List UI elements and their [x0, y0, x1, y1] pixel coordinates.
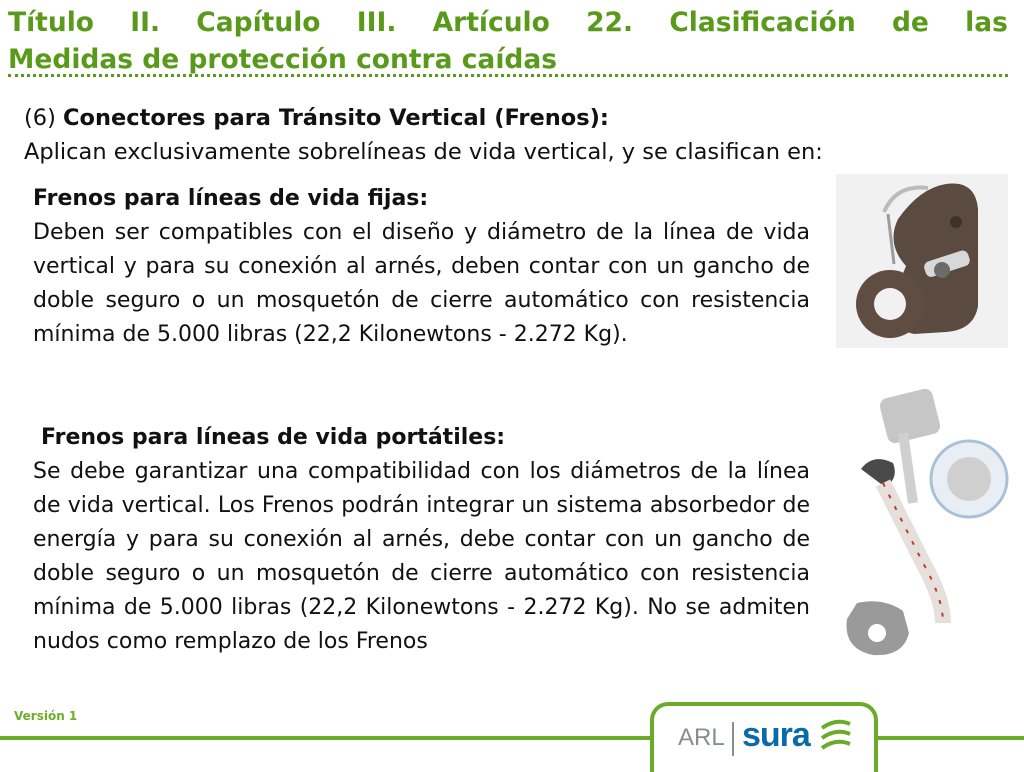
fixed-rope-grab-photo	[836, 174, 1008, 348]
title-word: Artículo	[432, 7, 550, 38]
sura-logo	[650, 702, 878, 772]
intro-number: (6)	[24, 105, 56, 131]
intro-heading: Conectores para Tránsito Vertical (Frenos):	[63, 105, 609, 131]
logo-sura-text: sura	[742, 716, 810, 754]
version-label: Versión 1	[14, 709, 78, 723]
intro-text: Aplican exclusivamente sobrelíneas de vida vertical, y se clasifican en:	[24, 139, 823, 165]
intro-block	[24, 101, 984, 169]
sura-swoosh-icon	[820, 718, 852, 754]
section-fixed	[33, 182, 810, 352]
title-line-2: Medidas de protección contra caídas	[8, 44, 558, 75]
title-word: Título	[8, 7, 94, 38]
title-word: Clasificación	[669, 7, 856, 38]
title-word: Capítulo	[196, 7, 321, 38]
title-word: 22.	[586, 7, 634, 38]
portable-rope-grab-photo	[843, 383, 1013, 665]
title-word: las	[965, 7, 1008, 38]
logo-arl-text: ARL	[678, 724, 725, 751]
section-portable	[33, 421, 810, 659]
slide-title	[8, 4, 1008, 78]
section-heading: Frenos para líneas de vida portátiles:	[41, 425, 506, 450]
title-word: de	[891, 7, 929, 38]
section-paragraph: Se debe garantizar una compatibilidad con los diámetros de la línea de vida vertical. Los Frenos podrán integrar un sistema absorbedor de energía y para su conexión al arnés, debe contar con un gancho de doble seguro o un mosquetón de cierre automático con resistencia mínima de 5.000 libras (22,2 Kilonewtons - 2.272 Kg). No se admiten nudos como remplazo de los Frenos	[33, 459, 810, 654]
section-paragraph: Deben ser compatibles con el diseño y diámetro de la línea de vida vertical y para su conexión al arnés, deben contar con un gancho de doble seguro o un mosquetón de cierre automático con resistencia mínima de 5.000 libras (22,2 Kilonewtons - 2.272 Kg).	[33, 220, 810, 347]
section-heading: Frenos para líneas de vida fijas:	[33, 186, 429, 211]
title-word: II.	[130, 7, 161, 38]
logo-separator	[732, 722, 734, 756]
title-divider	[8, 74, 1008, 77]
title-line-1	[8, 4, 1008, 41]
title-word: III.	[356, 7, 397, 38]
